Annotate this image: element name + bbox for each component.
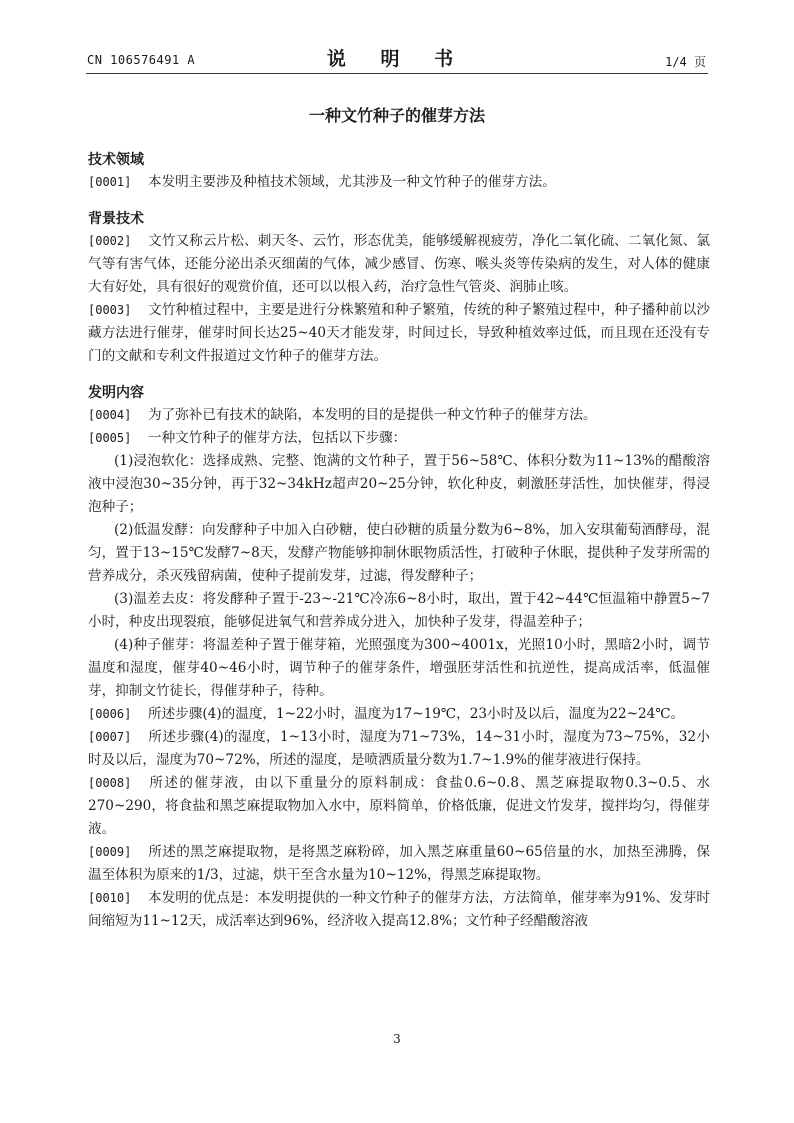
paragraph-number: [0005] bbox=[88, 431, 132, 445]
step-2: (2)低温发酵：向发酵种子中加入白砂糖，使白砂糖的质量分数为6~8%，加入安琪葡萄酒酵母，混匀，置于13~15℃发酵7~8天，发酵产物能够抑制休眠物质活性，打破种子休眠，提供种子发芽所需的营养成分，杀灭残留病菌，使种子提前发芽，过滤，得发酵种子； bbox=[88, 522, 710, 584]
document-title: 一种文竹种子的催芽方法 bbox=[308, 106, 485, 125]
paragraph-text: 本发明的优点是：本发明提供的一种文竹种子的催芽方法，方法简单，催芽率为91%、发芽时间缩短为11~12天，成活率达到96%，经济收入提高12.8%；文竹种子经醋酸溶液 bbox=[88, 890, 710, 929]
document-body bbox=[88, 149, 710, 933]
section-heading-content: 发明内容 bbox=[88, 385, 144, 401]
paragraph-0006 bbox=[88, 703, 710, 726]
paragraph-0005 bbox=[88, 427, 710, 450]
paragraph-text: 所述的催芽液，由以下重量分的原料制成：食盐0.6~0.8、黑芝麻提取物0.3~0.5、水270~290，将食盐和黑芝麻提取物加入水中，原料简单，价格低廉，促进文竹发芽，搅拌均匀，得催芽液。 bbox=[88, 775, 710, 837]
patent-number: CN 106576491 A bbox=[87, 53, 196, 67]
paragraph-text: 文竹又称云片松、刺天冬、云竹，形态优美，能够缓解视疲劳，净化二氧化硫、二氧化氮、氯气等有害气体，还能分泌出杀灭细菌的气体，减少感冒、伤寒、喉头炎等传染病的发生，对人体的健康大有好处，具有很好的观赏价值，还可以以根入药，治疗急性气管炎、润肺止咳。 bbox=[88, 233, 710, 295]
paragraph-0002 bbox=[88, 230, 710, 299]
paragraph-number: [0010] bbox=[88, 891, 132, 905]
paragraph-text: 为了弥补已有技术的缺陷，本发明的目的是提供一种文竹种子的催芽方法。 bbox=[148, 407, 597, 423]
paragraph-0004 bbox=[88, 404, 710, 427]
paragraph-text: 一种文竹种子的催芽方法，包括以下步骤： bbox=[148, 430, 407, 446]
paragraph-text: 所述步骤(4)的湿度，1~13小时，湿度为71~73%，14~31小时，湿度为73~75%，32小时及以后，湿度为70~72%，所述的湿度，是喷洒质量分数为1.7~1.9%的催芽液进行保持。 bbox=[88, 729, 710, 768]
paragraph-text: 本发明主要涉及种植技术领域，尤其涉及一种文竹种子的催芽方法。 bbox=[148, 174, 556, 190]
header-divider bbox=[86, 73, 708, 74]
step-4: (4)种子催芽：将温差种子置于催芽箱，光照强度为300~4001x，光照10小时，黑暗2小时，调节温度和湿度，催芽40~46小时，调节种子的催芽条件，增强胚芽活性和抗逆性，提高成活率，低温催芽，抑制文竹徒长，得催芽种子，待种。 bbox=[88, 637, 710, 699]
paragraph-0009 bbox=[88, 841, 710, 887]
paragraph-0007 bbox=[88, 726, 710, 772]
page-number: 3 bbox=[393, 1032, 401, 1046]
paragraph-0008 bbox=[88, 772, 710, 841]
step-3: (3)温差去皮：将发酵种子置于-23~-21℃冷冻6~8小时，取出，置于42~44℃恒温箱中静置5~7小时，种皮出现裂痕，能够促进氧气和营养成分进入，加快种子发芽，得温差种子； bbox=[88, 591, 710, 630]
paragraph-number: [0009] bbox=[88, 845, 132, 859]
paragraph-number: [0003] bbox=[88, 303, 132, 317]
section-heading-tech-field: 技术领域 bbox=[88, 152, 144, 168]
paragraph-0001 bbox=[88, 171, 710, 194]
paragraph-text: 文竹种植过程中，主要是进行分株繁殖和种子繁殖，传统的种子繁殖过程中，种子播种前以沙藏方法进行催芽，催芽时间长达25~40天才能发芽，时间过长，导致种植效率过低，而且现在还没有专门的文献和专利文件报道过文竹种子的催芽方法。 bbox=[88, 302, 710, 364]
paragraph-number: [0007] bbox=[88, 730, 132, 744]
paragraph-number: [0006] bbox=[88, 707, 132, 721]
step-1: (1)浸泡软化：选择成熟、完整、饱满的文竹种子，置于56~58℃、体积分数为11~13%的醋酸溶液中浸泡30~35分钟，再于32~34kHz超声20~25分钟，软化种皮，刺激胚芽活性，加快催芽，得浸泡种子； bbox=[88, 453, 710, 515]
document-type: 说 明 书 bbox=[326, 48, 468, 70]
paragraph-0010 bbox=[88, 887, 710, 933]
paragraph-text: 所述步骤(4)的温度，1~22小时，温度为17~19℃，23小时及以后，温度为22~24℃。 bbox=[148, 706, 685, 722]
paragraph-number: [0002] bbox=[88, 234, 132, 248]
page-info: 1/4 页 bbox=[665, 55, 706, 69]
section-heading-background: 背景技术 bbox=[88, 211, 144, 227]
paragraph-0003 bbox=[88, 299, 710, 368]
paragraph-text: 所述的黑芝麻提取物，是将黑芝麻粉碎，加入黑芝麻重量60~65倍量的水，加热至沸腾，保温至体积为原来的1/3，过滤，烘干至含水量为10~12%，得黑芝麻提取物。 bbox=[88, 844, 710, 883]
paragraph-number: [0004] bbox=[88, 408, 132, 422]
paragraph-number: [0001] bbox=[88, 175, 132, 189]
paragraph-number: [0008] bbox=[88, 776, 132, 790]
